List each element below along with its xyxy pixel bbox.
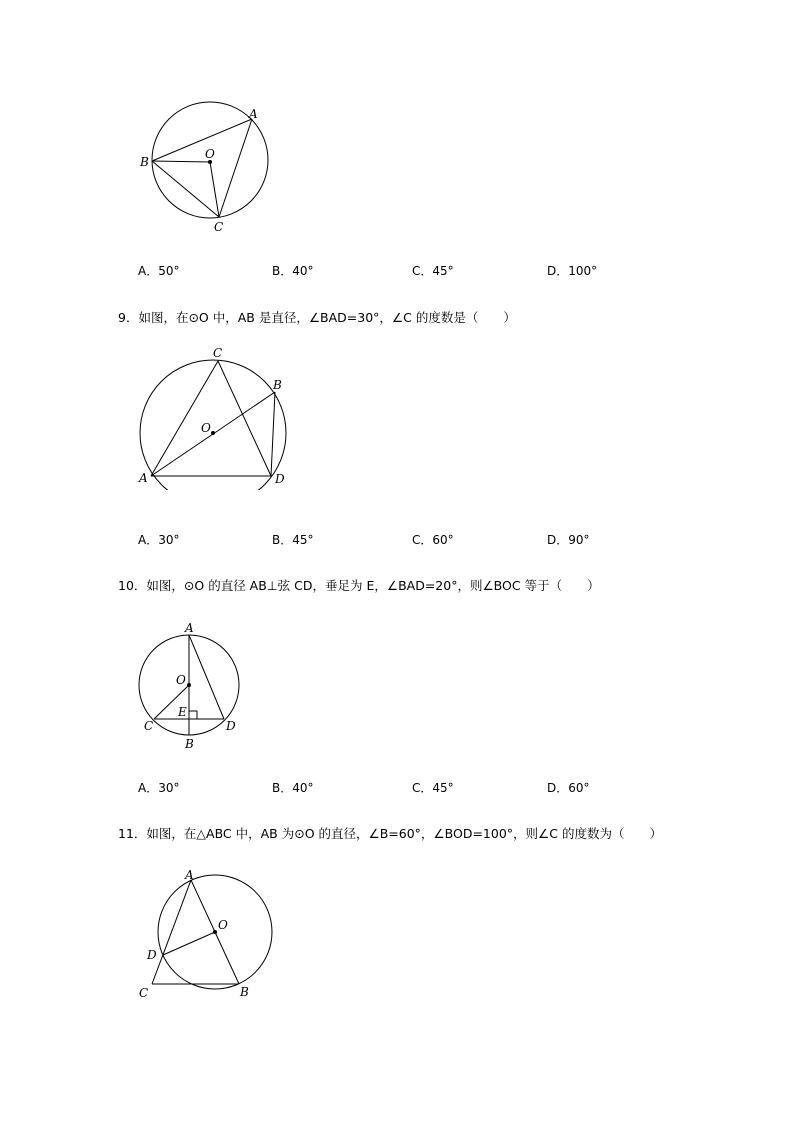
q10-circle-diagram bbox=[136, 616, 246, 754]
q11-stem: 11．如图，在△ABC 中，AB 为⊙O 的直径，∠B=60°，∠BOD=100°，则∠C 的度数为（ ） bbox=[118, 826, 662, 841]
q10-options bbox=[0, 779, 794, 799]
q11-label-c: C bbox=[139, 986, 149, 1000]
q10-option-d[interactable]: D．60° bbox=[547, 781, 590, 795]
q8-label-b: B bbox=[140, 155, 149, 169]
q10-stem: 10．如图，⊙O 的直径 AB⊥弦 CD，垂足为 E，∠BAD=20°，则∠BOC 等于（ ） bbox=[118, 578, 600, 593]
q8-label-c: C bbox=[214, 220, 224, 234]
q8-chord-bc bbox=[152, 161, 219, 217]
q8-label-o: O bbox=[205, 147, 215, 161]
q10-center-dot bbox=[187, 683, 191, 687]
q11-label-a: A bbox=[185, 868, 194, 882]
q9-circle bbox=[140, 360, 286, 490]
q10-label-c: C bbox=[144, 719, 154, 733]
q9-option-c[interactable]: C．60° bbox=[412, 533, 454, 547]
q9-option-b[interactable]: B．45° bbox=[272, 533, 314, 547]
q11-label-o: O bbox=[218, 918, 228, 932]
q10-label-a: A bbox=[185, 621, 194, 635]
q9-options bbox=[0, 531, 794, 551]
q8-options bbox=[0, 262, 794, 282]
q9-label-o: O bbox=[201, 421, 211, 435]
q9-stem: 9．如图，在⊙O 中，AB 是直径，∠BAD=30°，∠C 的度数是（ ） bbox=[118, 310, 516, 325]
q9-option-a[interactable]: A．30° bbox=[138, 533, 180, 547]
q8-label-a: A bbox=[249, 107, 258, 121]
q8-figure bbox=[130, 100, 280, 244]
q9-label-a: A bbox=[139, 471, 148, 485]
q10-figure bbox=[136, 616, 246, 758]
q10-option-b[interactable]: B．40° bbox=[272, 781, 314, 795]
q10-label-e: E bbox=[178, 705, 187, 719]
q8-chord-ba bbox=[152, 119, 252, 161]
q9-label-c: C bbox=[213, 346, 223, 360]
q8-option-c[interactable]: C．45° bbox=[412, 264, 454, 278]
q8-radius-ob bbox=[152, 161, 210, 162]
q10-label-b: B bbox=[185, 737, 194, 751]
q9-label-d: D bbox=[275, 472, 285, 486]
q8-option-d[interactable]: D．100° bbox=[547, 264, 598, 278]
q10-label-o: O bbox=[176, 673, 186, 687]
q11-label-b: B bbox=[240, 985, 249, 999]
q10-option-a[interactable]: A．30° bbox=[138, 781, 180, 795]
q8-radius-oc bbox=[210, 162, 219, 217]
q9-figure bbox=[132, 340, 298, 494]
q9-chord-bd bbox=[271, 392, 275, 476]
q11-label-d: D bbox=[147, 948, 157, 962]
q8-option-a[interactable]: A．50° bbox=[138, 264, 180, 278]
q9-chord-cd bbox=[218, 361, 271, 476]
q8-option-b[interactable]: B．40° bbox=[272, 264, 314, 278]
q9-chord-ac bbox=[151, 361, 218, 476]
q9-option-d[interactable]: D．90° bbox=[547, 533, 590, 547]
q10-right-angle-mark bbox=[189, 711, 197, 719]
q9-center-dot bbox=[211, 431, 215, 435]
q8-circle-diagram bbox=[130, 100, 280, 240]
q10-option-c[interactable]: C．45° bbox=[412, 781, 454, 795]
q11-circle-diagram bbox=[132, 864, 280, 1004]
q8-chord-ac bbox=[219, 119, 252, 217]
q9-circle-diagram bbox=[132, 340, 298, 490]
q11-radius-od bbox=[163, 932, 215, 955]
q11-figure bbox=[132, 864, 280, 1008]
q9-label-b: B bbox=[273, 378, 282, 392]
q10-chord-ad bbox=[189, 635, 224, 719]
q11-center-dot bbox=[213, 930, 217, 934]
q10-label-d: D bbox=[226, 719, 236, 733]
